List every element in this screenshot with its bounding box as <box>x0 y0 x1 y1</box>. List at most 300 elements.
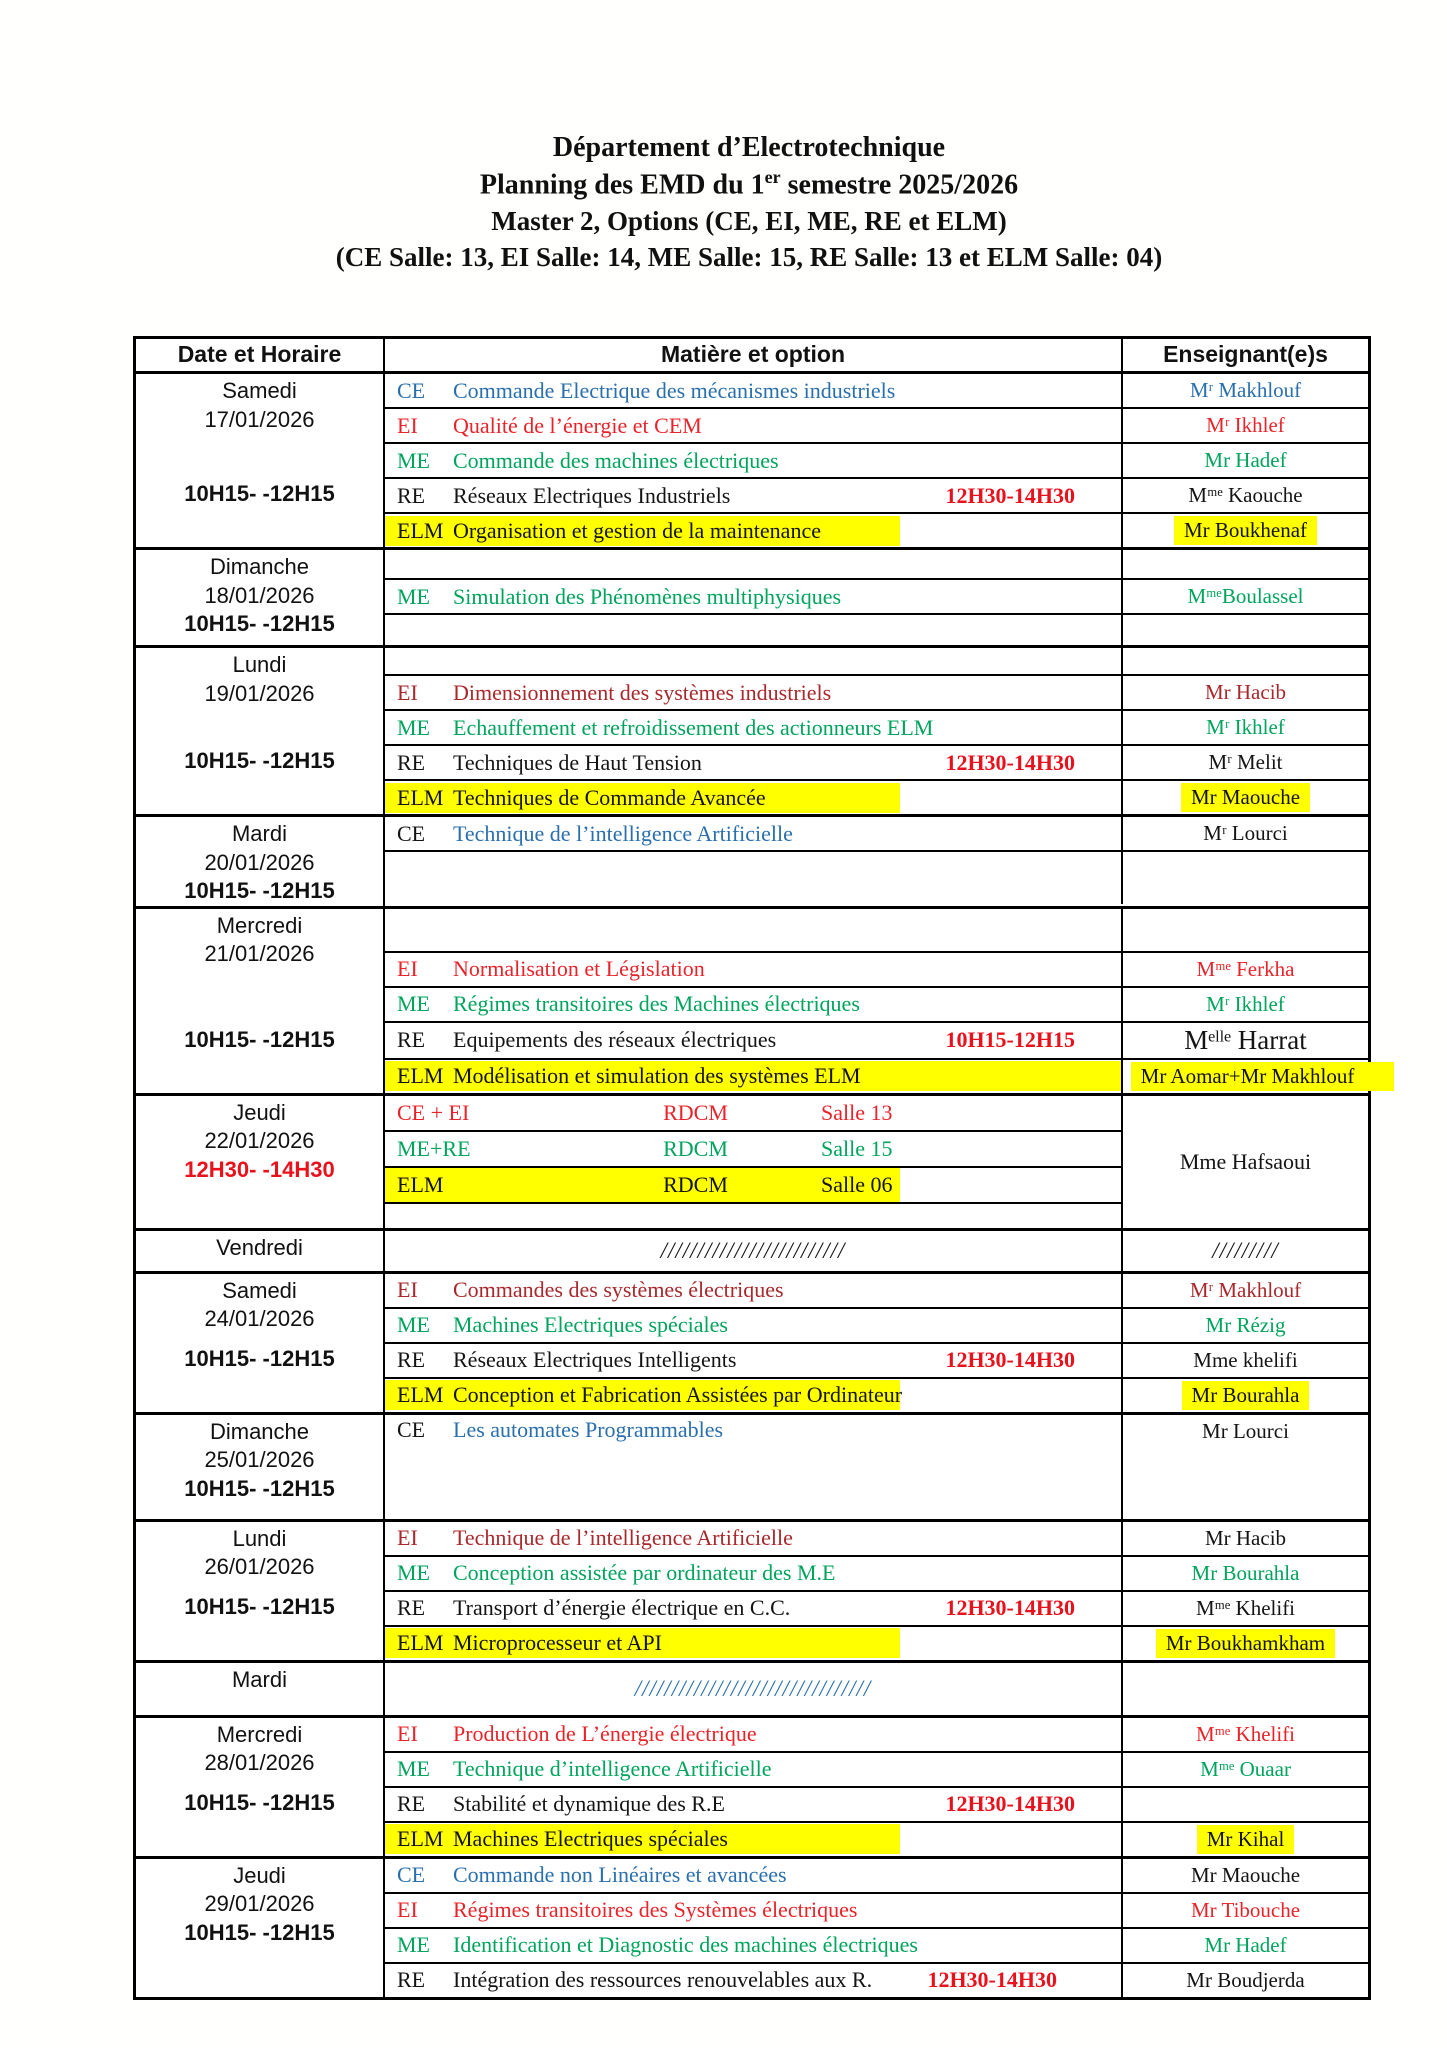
subject-text: Transport d’énergie électrique en C.C. <box>453 1595 791 1621</box>
rdcm-row <box>385 1168 1121 1202</box>
table-row <box>385 1130 1121 1166</box>
group-rows <box>385 374 1368 547</box>
option-label: CE <box>397 377 426 403</box>
option-label: RE <box>397 482 426 508</box>
teacher-name: Mme khelifi <box>1193 1347 1298 1372</box>
date-cell <box>136 1274 385 1412</box>
teacher-name: Mr Aomar+Mr Makhlouf <box>1131 1062 1395 1091</box>
header-matiere-option: Matière et option <box>660 341 845 367</box>
table-row <box>385 1166 1121 1202</box>
table-row <box>385 1786 1368 1821</box>
table-row <box>385 674 1368 709</box>
session-time: 10H15-12H15 <box>945 1027 1075 1053</box>
option-label: RE <box>397 749 426 775</box>
subject-text: Commande des machines électriques <box>453 447 779 473</box>
teacher-name: Mʳ Makhlouf <box>1189 378 1302 402</box>
table-row <box>385 1555 1368 1590</box>
option-label: ME <box>397 583 430 609</box>
time-label: 12H30- -14H30 <box>184 1156 335 1182</box>
table-row <box>385 1096 1121 1130</box>
option-label: EI <box>397 1721 418 1747</box>
option-label: EI <box>397 1525 418 1551</box>
table-row <box>385 986 1368 1021</box>
schedule-group <box>136 906 1368 1093</box>
table-row <box>385 512 1368 547</box>
table-row <box>385 850 1368 904</box>
teacher-cell <box>1121 781 1368 814</box>
table-row <box>385 1751 1368 1786</box>
rdcm-row <box>385 1132 1121 1166</box>
option-label: ELM <box>397 784 444 810</box>
teacher-cell <box>1121 1788 1368 1821</box>
table-row <box>385 1415 1368 1519</box>
teacher-name: Mᵉˡˡᵉ Harrat <box>1184 1024 1307 1055</box>
option-label: EI <box>397 1897 418 1923</box>
option-label: ME <box>397 1560 430 1586</box>
teacher-name: Mr Rézig <box>1205 1312 1286 1337</box>
table-row <box>385 1962 1368 1997</box>
subject-text: Simulation des Phénomènes multiphysiques <box>453 583 842 609</box>
time-label: 10H15- -12H15 <box>184 1919 335 1945</box>
subject-text: Organisation et gestion de la maintenance <box>453 517 821 543</box>
subject-cell <box>385 1789 1121 1819</box>
subject-cell <box>385 1965 1121 1995</box>
session-time: 12H30-14H30 <box>945 1595 1075 1621</box>
teacher-cell <box>1121 479 1368 512</box>
session-time: 12H30-14H30 <box>945 749 1075 775</box>
option-label: ELM <box>397 1826 444 1852</box>
teacher-cell <box>1121 746 1368 779</box>
group-rows <box>385 550 1368 645</box>
teacher-cell <box>1121 1663 1368 1715</box>
date-label: 22/01/2026 <box>204 1128 315 1154</box>
schedule-group <box>136 1093 1368 1228</box>
time-label: 10H15- -12H15 <box>184 1475 335 1501</box>
table-row <box>385 477 1368 512</box>
group-rows <box>385 1415 1368 1519</box>
option-label: ELM <box>397 1630 444 1656</box>
teacher-name: MᵐᵉBoulassel <box>1187 584 1304 608</box>
rdcm-label: RDCM <box>663 1171 728 1197</box>
date-label: 19/01/2026 <box>204 680 315 706</box>
teacher-cell <box>1121 1060 1368 1093</box>
time-label: 10H15- -12H15 <box>184 1594 335 1620</box>
title-line-3: Master 2, Options (CE, EI, ME, RE et ELM) <box>491 206 1007 237</box>
option-label: ME <box>397 1756 430 1782</box>
teacher-name: Mr Boukhenaf <box>1174 516 1317 545</box>
date-label: 24/01/2026 <box>204 1306 315 1332</box>
day-label: Samedi <box>222 1277 297 1303</box>
table-row <box>385 550 1368 578</box>
teacher-cell <box>1121 988 1368 1021</box>
date-label: 26/01/2026 <box>204 1554 315 1580</box>
option-label: ME <box>397 1932 430 1958</box>
subject-cell <box>385 1860 1121 1890</box>
option-label: EI <box>397 1277 418 1303</box>
table-row <box>385 1522 1368 1555</box>
subject-cell <box>385 748 1121 778</box>
table-row <box>385 709 1368 744</box>
schedule-group <box>136 1660 1368 1715</box>
empty-subject-cell <box>385 659 1121 663</box>
option-label: ELM <box>397 1171 444 1197</box>
empty-subject-cell <box>385 876 1121 880</box>
teacher-cell <box>1121 1379 1368 1412</box>
subject-text: Commande non Linéaires et avancées <box>453 1862 787 1888</box>
empty-teacher-cell <box>1121 909 1368 951</box>
time-label: 10H15- -12H15 <box>184 611 335 637</box>
option-label: CE + EI <box>397 1099 470 1125</box>
table-row <box>385 1859 1368 1892</box>
table-row <box>385 779 1368 814</box>
table-row <box>385 648 1368 674</box>
date-cell <box>136 909 385 1093</box>
subject-text: Conception et Fabrication Assistées par Ordinateur <box>453 1382 903 1408</box>
teacher-name: Mʳ Melit <box>1208 750 1283 774</box>
subject-text: Conception assistée par ordinateur des M.E <box>453 1560 836 1586</box>
option-label: RE <box>397 1027 426 1053</box>
header-enseignants: Enseignant(e)s <box>1121 339 1368 371</box>
date-cell <box>136 1859 385 1997</box>
subject-text: Technique d’intelligence Artificielle <box>453 1756 772 1782</box>
teacher-name: Mme Hafsaoui <box>1179 1148 1312 1174</box>
option-label: EI <box>397 956 418 982</box>
teacher-name: Mr Hacib <box>1204 1525 1287 1550</box>
teacher-cell <box>1121 1274 1368 1307</box>
schedule-group <box>136 1228 1368 1271</box>
subject-text: Identification et Diagnostic des machines électriques <box>453 1932 918 1958</box>
title-line-1: Département d’Electrotechnique <box>552 132 946 163</box>
teacher-cell <box>1121 1823 1368 1856</box>
subject-cell <box>385 446 1121 476</box>
teacher-name: Mᵐᵉ Khelifi <box>1195 1595 1296 1620</box>
schedule-group <box>136 1412 1368 1519</box>
subject-text: Régimes transitoires des Machines électriques <box>453 991 860 1017</box>
date-label: 21/01/2026 <box>204 941 315 967</box>
day-label: Mercredi <box>216 1721 303 1747</box>
teacher-cell <box>1121 1415 1368 1519</box>
date-cell <box>136 1231 385 1271</box>
teacher-name: Mᵐᵉ Ouaar <box>1200 1756 1291 1781</box>
subject-cell <box>385 1593 1121 1623</box>
teacher-cell <box>1121 1859 1368 1892</box>
teacher-name: Mr Boukhamkham <box>1156 1629 1335 1658</box>
subject-cell <box>385 481 1121 511</box>
rdcm-label: RDCM <box>663 1135 728 1161</box>
day-label: Samedi <box>222 378 297 403</box>
table-row <box>385 1377 1368 1412</box>
option-label: RE <box>397 1595 426 1621</box>
date-label: 25/01/2026 <box>204 1447 315 1473</box>
subject-cell <box>385 1061 1121 1091</box>
teacher-cell <box>1121 580 1368 613</box>
teacher-cell <box>1121 514 1368 547</box>
teacher-name: Mᵐᵉ Kaouche <box>1188 483 1303 507</box>
subject-cell <box>385 954 1121 984</box>
empty-teacher-cell <box>1121 648 1368 674</box>
table-row <box>385 1307 1368 1342</box>
subject-text: Commandes des systèmes électriques <box>453 1277 784 1303</box>
subject-cell <box>385 713 1121 743</box>
date-label: 20/01/2026 <box>204 849 315 875</box>
subject-cell <box>385 678 1121 708</box>
subject-text: Réseaux Electriques Intelligents <box>453 1347 737 1373</box>
subject-text: Machines Electriques spéciales <box>453 1312 728 1338</box>
teacher-name: Mr Lourci <box>1202 1418 1289 1443</box>
table-row <box>385 1274 1368 1307</box>
table-row <box>385 578 1368 613</box>
teacher-name: Mr Hacib <box>1204 680 1287 704</box>
day-label: Mardi <box>231 821 287 846</box>
document-title <box>133 130 1365 276</box>
time-label: 10H15- -12H15 <box>184 1790 335 1816</box>
empty-subject-cell <box>385 628 1121 632</box>
teacher-cell <box>1121 953 1368 986</box>
teacher-cell <box>1121 676 1368 709</box>
crossed-out-marks: //////////////////////////////// <box>634 1675 872 1701</box>
teacher-cell <box>1121 1522 1368 1555</box>
date-cell <box>136 374 385 547</box>
rdcm-row <box>385 1096 1121 1130</box>
table-row <box>385 442 1368 477</box>
table-row <box>385 909 1368 951</box>
teacher-cell <box>1121 444 1368 477</box>
group-rows <box>385 909 1368 1093</box>
option-label: CE <box>397 820 426 846</box>
subject-text: Microprocesseur et API <box>453 1630 662 1656</box>
subject-text: Régimes transitoires des Systèmes électriques <box>453 1897 858 1923</box>
table-row <box>385 1663 1368 1715</box>
table-header-row <box>136 339 1368 374</box>
table-row <box>385 1590 1368 1625</box>
schedule-group <box>136 547 1368 645</box>
option-label: EI <box>397 412 418 438</box>
teacher-cell <box>1121 1718 1368 1751</box>
table-row <box>385 1231 1368 1271</box>
group-rows <box>385 648 1368 814</box>
teacher-name: Mr Hadef <box>1204 448 1287 472</box>
schedule-group <box>136 1856 1368 1997</box>
date-label: 28/01/2026 <box>204 1750 315 1776</box>
teacher-cell <box>1121 1894 1368 1927</box>
subject-text: Technique de l’intelligence Artificielle <box>453 820 793 846</box>
group-rows <box>385 1231 1368 1271</box>
teacher-name: Mr Bourahla <box>1182 1381 1310 1410</box>
table-row <box>385 1821 1368 1856</box>
teacher-name: Mr Boudjerda <box>1186 1967 1305 1992</box>
teacher-cell <box>1121 1309 1368 1342</box>
day-label: Jeudi <box>233 1862 286 1888</box>
option-label: ME <box>397 991 430 1017</box>
session-time: 12H30-14H30 <box>927 1967 1057 1993</box>
subject-text: Normalisation et Législation <box>453 956 705 982</box>
subject-text: Réseaux Electriques Industriels <box>453 482 731 508</box>
subject-cell <box>385 1558 1121 1588</box>
subject-cell <box>385 1025 1121 1055</box>
option-label: ELM <box>397 1382 444 1408</box>
table-row <box>385 744 1368 779</box>
rdcm-label: RDCM <box>663 1099 728 1125</box>
group-rows <box>385 817 1368 906</box>
schedule-group <box>136 645 1368 814</box>
teacher-name: Mr Hadef <box>1204 1932 1287 1957</box>
time-label: 10H15- -12H15 <box>184 1027 335 1053</box>
subject-cell <box>385 1523 1121 1553</box>
crossed-out-marks: ///////////////////////// <box>660 1237 846 1263</box>
teacher-cell <box>1121 409 1368 442</box>
day-label: Jeudi <box>233 1099 286 1125</box>
date-cell <box>136 1096 385 1228</box>
schedule-group <box>136 1519 1368 1660</box>
date-cell <box>136 1663 385 1715</box>
teacher-name: Mr Maouche <box>1190 1862 1301 1887</box>
date-cell <box>136 550 385 645</box>
date-cell <box>136 648 385 814</box>
table-row <box>385 1342 1368 1377</box>
day-label: Dimanche <box>209 554 310 579</box>
title-line-4: (CE Salle: 13, EI Salle: 14, ME Salle: 15, RE Salle: 13 et ELM Salle: 04) <box>335 242 1163 273</box>
subject-cell <box>385 1824 1121 1854</box>
empty-teacher-cell <box>1121 852 1368 904</box>
teacher-name: Mʳ Makhlouf <box>1189 1277 1302 1302</box>
subject-text: Intégration des ressources renouvelables aux R. <box>453 1967 873 1993</box>
group-rows <box>385 1718 1368 1856</box>
subject-text: Machines Electriques spéciales <box>453 1826 728 1852</box>
empty-subject-cell <box>385 562 1121 566</box>
option-label: ELM <box>397 517 444 543</box>
option-label: ELM <box>397 1063 444 1089</box>
subject-cell <box>385 1628 1121 1658</box>
option-label: ME <box>397 447 430 473</box>
date-label: 18/01/2026 <box>204 582 315 608</box>
subject-cell <box>385 989 1121 1019</box>
teacher-name: Mr Maouche <box>1181 783 1310 812</box>
day-label: Mercredi <box>216 912 303 938</box>
table-row <box>385 1202 1121 1228</box>
subject-cell <box>385 1895 1121 1925</box>
subject-cell <box>385 1310 1121 1340</box>
date-cell <box>136 817 385 906</box>
time-label: 10H15- -12H15 <box>184 878 335 904</box>
date-cell <box>136 1718 385 1856</box>
salle-label: Salle 13 <box>821 1099 893 1125</box>
option-label: EI <box>397 679 418 705</box>
teacher-cell <box>1121 817 1368 850</box>
subject-cell <box>385 783 1121 813</box>
table-row <box>385 817 1368 850</box>
teacher-cell <box>1121 374 1368 407</box>
option-label: RE <box>397 1347 426 1373</box>
teacher-name: Mᵐᵉ Khelifi <box>1195 1721 1296 1746</box>
teacher-cell <box>1121 1344 1368 1377</box>
teacher-name: Mʳ Ikhlef <box>1206 715 1285 739</box>
group-rows <box>385 1522 1368 1660</box>
subject-cell <box>385 411 1121 441</box>
option-label: RE <box>397 1967 426 1993</box>
crossed-out-marks: ///////// <box>1212 1237 1279 1263</box>
subject-text: Techniques de Commande Avancée <box>453 784 766 810</box>
group-rows <box>385 1274 1368 1412</box>
empty-subject-cell <box>385 928 1121 932</box>
subject-text: Production de L’énergie électrique <box>453 1721 757 1747</box>
teacher-name: Mʳ Ikhlef <box>1206 991 1285 1016</box>
table-row <box>385 407 1368 442</box>
teacher-cell <box>1121 1592 1368 1625</box>
teacher-cell <box>1121 1557 1368 1590</box>
teacher-name: Mᵐᵉ Ferkha <box>1196 956 1295 981</box>
date-cell <box>136 1522 385 1660</box>
salle-label: Salle 15 <box>821 1135 893 1161</box>
day-label: Mardi <box>231 1666 287 1692</box>
subject-text: Technique de l’intelligence Artificielle <box>453 1525 793 1551</box>
day-label: Lundi <box>232 1525 287 1551</box>
teacher-name: Mr Kihal <box>1197 1825 1295 1854</box>
subject-text: Qualité de l’énergie et CEM <box>453 412 702 438</box>
schedule-group <box>136 1715 1368 1856</box>
header-date-horaire: Date et Horaire <box>136 339 385 371</box>
merged-teacher-cell <box>1121 1096 1368 1228</box>
subject-text: Les automates Programmables <box>453 1416 724 1442</box>
teacher-name: Mr Tibouche <box>1190 1897 1301 1922</box>
option-label: ME+RE <box>397 1135 471 1161</box>
table-row <box>385 1058 1368 1093</box>
table-row <box>385 613 1368 645</box>
table-row <box>385 1718 1368 1751</box>
teacher-name: Mʳ Lourci <box>1203 821 1288 845</box>
subject-cell <box>385 582 1121 612</box>
schedule-group <box>136 814 1368 906</box>
day-label: Vendredi <box>216 1234 303 1260</box>
schedule-group <box>136 374 1368 547</box>
teacher-name: Mr Bourahla <box>1191 1560 1300 1585</box>
teacher-cell <box>1121 1231 1368 1271</box>
session-time: 12H30-14H30 <box>945 1347 1075 1373</box>
subject-cell <box>385 1345 1121 1375</box>
table-row <box>385 374 1368 407</box>
empty-subject-cell <box>385 1214 1121 1218</box>
title-line-2: Planning des EMD du 1er semestre 2025/2026 <box>479 167 1019 201</box>
subject-text: Dimensionnement des systèmes industriels <box>453 679 832 705</box>
subject-text: Commande Electrique des mécanismes industriels <box>453 377 896 403</box>
teacher-cell <box>1121 1753 1368 1786</box>
teacher-cell <box>1121 1627 1368 1660</box>
option-label: RE <box>397 1791 426 1817</box>
table-row <box>385 1892 1368 1927</box>
schedule-group <box>136 1271 1368 1412</box>
time-label: 10H15- -12H15 <box>184 481 335 507</box>
subject-cell <box>385 1415 1121 1445</box>
salle-label: Salle 06 <box>821 1171 893 1197</box>
table-row <box>385 1021 1368 1058</box>
table-row <box>385 1625 1368 1660</box>
subject-cell <box>385 516 1121 546</box>
teacher-cell <box>1121 1964 1368 1997</box>
subject-cell <box>385 1754 1121 1784</box>
teacher-name: Mʳ Ikhlef <box>1206 413 1285 437</box>
schedule-table <box>133 336 1371 2000</box>
subject-cell <box>385 1380 1121 1410</box>
day-label: Dimanche <box>209 1418 310 1444</box>
subject-text: Techniques de Haut Tension <box>453 749 702 775</box>
subject-text: Equipements des réseaux électriques <box>453 1027 777 1053</box>
subject-text: Modélisation et simulation des systèmes ELM <box>453 1063 861 1089</box>
group-rows <box>385 1859 1368 1997</box>
option-label: ME <box>397 714 430 740</box>
option-label: ME <box>397 1312 430 1338</box>
empty-teacher-cell <box>1121 550 1368 578</box>
subject-cell <box>385 1275 1121 1305</box>
table-body <box>136 374 1368 1997</box>
